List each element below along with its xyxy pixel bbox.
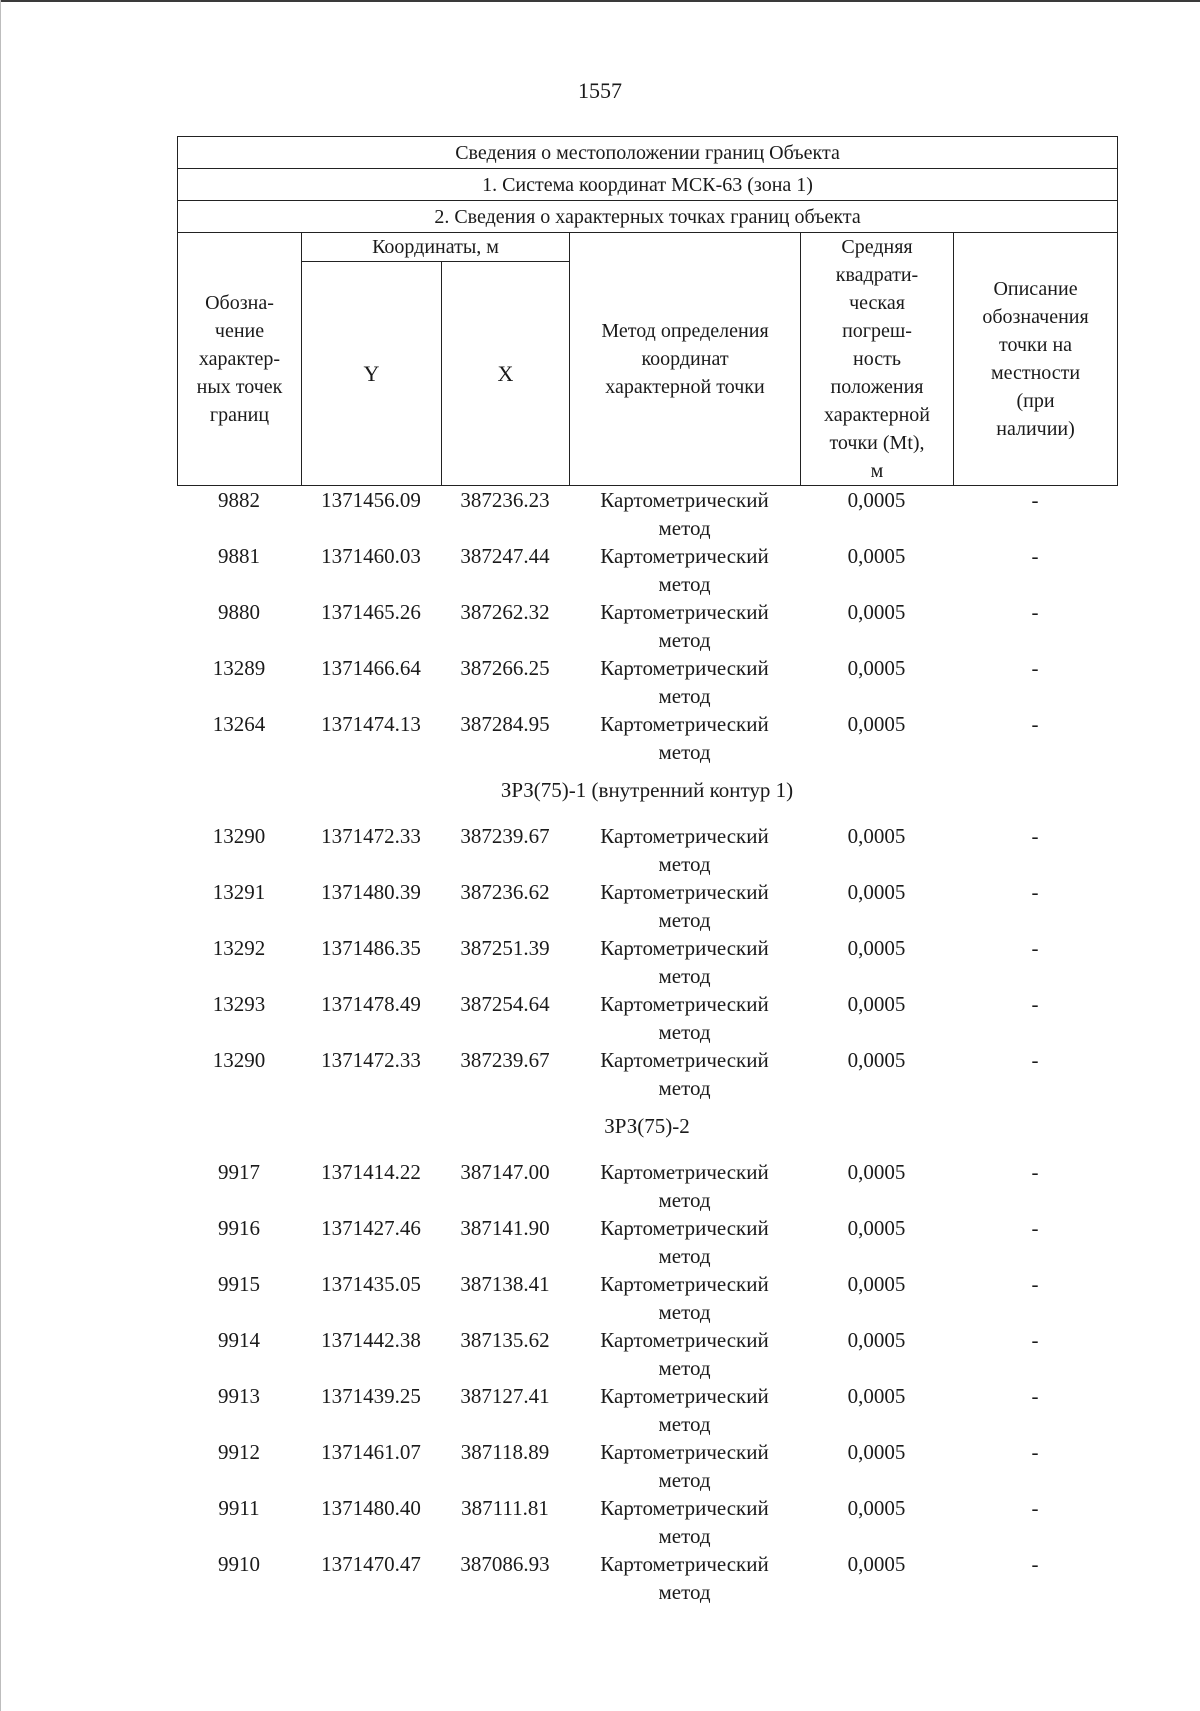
description-cell: - xyxy=(1031,1048,1039,1072)
point-id-cell: 13290 xyxy=(212,824,266,848)
column-header-y: Y xyxy=(302,262,442,486)
method-cell: Картометрический метод xyxy=(600,600,769,652)
contour-title: ЗРЗ(75)-1 (внутренний контур 1) xyxy=(500,778,794,802)
table-row xyxy=(177,542,1117,598)
table-row xyxy=(177,1270,1117,1326)
point-id-cell: 9880 xyxy=(218,600,260,624)
coord-y-cell: 1371466.64 xyxy=(321,656,421,680)
coord-y-cell: 1371480.39 xyxy=(321,880,421,904)
point-id-cell: 13291 xyxy=(212,880,266,904)
coord-y-cell: 1371478.49 xyxy=(321,992,421,1016)
description-cell: - xyxy=(1031,936,1039,960)
coord-y-cell: 1371474.13 xyxy=(321,712,421,736)
mean-error-cell: 0,0005 xyxy=(847,1496,906,1520)
description-cell: - xyxy=(1031,880,1039,904)
description-cell: - xyxy=(1031,1440,1039,1464)
method-cell: Картометрический метод xyxy=(600,1272,769,1324)
method-cell: Картометрический метод xyxy=(600,1496,769,1548)
mean-error-cell: 0,0005 xyxy=(847,1048,906,1072)
point-id-cell: 13292 xyxy=(212,936,266,960)
mean-error-cell: 0,0005 xyxy=(847,1216,906,1240)
coord-y-cell: 1371460.03 xyxy=(321,544,421,568)
coord-x-cell: 387284.95 xyxy=(460,712,550,736)
coord-y-cell: 1371442.38 xyxy=(321,1328,421,1352)
description-cell: - xyxy=(1031,600,1039,624)
method-cell: Картометрический метод xyxy=(600,1328,769,1380)
coord-y-cell: 1371456.09 xyxy=(321,488,421,512)
mean-error-cell: 0,0005 xyxy=(847,1160,906,1184)
method-cell: Картометрический метод xyxy=(600,712,769,764)
mean-error-cell: 0,0005 xyxy=(847,1272,906,1296)
method-cell: Картометрический метод xyxy=(600,1384,769,1436)
table-row xyxy=(177,486,1117,542)
coord-x-cell: 387135.62 xyxy=(460,1328,550,1352)
coord-x-cell: 387254.64 xyxy=(460,992,550,1016)
method-cell: Картометрический метод xyxy=(600,544,769,596)
method-cell: Картометрический метод xyxy=(600,1160,769,1212)
table-row xyxy=(177,598,1117,654)
point-id-cell: 9914 xyxy=(218,1328,260,1352)
column-header-x: X xyxy=(442,262,570,486)
mean-error-cell: 0,0005 xyxy=(847,656,906,680)
table-header xyxy=(177,136,1118,486)
method-cell: Картометрический метод xyxy=(600,488,769,540)
coord-y-cell: 1371472.33 xyxy=(321,824,421,848)
description-cell: - xyxy=(1031,1272,1039,1296)
coord-x-cell: 387118.89 xyxy=(460,1440,550,1464)
table-row xyxy=(177,1158,1117,1214)
coord-y-cell: 1371414.22 xyxy=(321,1160,421,1184)
description-cell: - xyxy=(1031,1216,1039,1240)
method-cell: Картометрический метод xyxy=(600,1440,769,1492)
table-row xyxy=(177,654,1117,710)
coord-x-cell: 387236.62 xyxy=(460,880,550,904)
mean-error-cell: 0,0005 xyxy=(847,992,906,1016)
description-cell: - xyxy=(1031,712,1039,736)
description-cell: - xyxy=(1031,824,1039,848)
characteristic-points-title: 2. Сведения о характерных точках границ объекта xyxy=(178,201,1118,233)
table-row xyxy=(177,878,1117,934)
coord-x-cell: 387141.90 xyxy=(460,1216,550,1240)
method-cell: Картометрический метод xyxy=(600,880,769,932)
coord-y-cell: 1371435.05 xyxy=(321,1272,421,1296)
coord-y-cell: 1371461.07 xyxy=(321,1440,421,1464)
coord-x-cell: 387111.81 xyxy=(461,1496,549,1520)
column-header-error: Средняя квадрати- ческая погреш- ность положения характерной точки (Mt), м xyxy=(801,233,954,486)
coord-x-cell: 387086.93 xyxy=(460,1552,550,1576)
point-id-cell: 9910 xyxy=(218,1552,260,1576)
coord-y-cell: 1371472.33 xyxy=(321,1048,421,1072)
column-header-designation: Обозна- чение характер- ных точек границ xyxy=(178,233,302,486)
description-cell: - xyxy=(1031,1496,1039,1520)
table-row xyxy=(177,990,1117,1046)
point-id-cell: 13289 xyxy=(212,656,266,680)
method-cell: Картометрический метод xyxy=(600,936,769,988)
point-id-cell: 9882 xyxy=(218,488,260,512)
mean-error-cell: 0,0005 xyxy=(847,1440,906,1464)
description-cell: - xyxy=(1031,1328,1039,1352)
point-id-cell: 9917 xyxy=(218,1160,260,1184)
method-cell: Картометрический метод xyxy=(600,992,769,1044)
table-row xyxy=(177,1046,1117,1102)
mean-error-cell: 0,0005 xyxy=(847,544,906,568)
description-cell: - xyxy=(1031,992,1039,1016)
coord-y-cell: 1371427.46 xyxy=(321,1216,421,1240)
table-body xyxy=(177,486,1117,1606)
coord-x-cell: 387251.39 xyxy=(460,936,550,960)
column-header-method: Метод определения координат характерной точки xyxy=(570,233,801,486)
method-cell: Картометрический метод xyxy=(600,1048,769,1100)
table-row xyxy=(177,822,1117,878)
table-row xyxy=(177,934,1117,990)
mean-error-cell: 0,0005 xyxy=(847,1552,906,1576)
mean-error-cell: 0,0005 xyxy=(847,1328,906,1352)
scan-left-edge xyxy=(0,0,1,1711)
method-cell: Картометрический метод xyxy=(600,1216,769,1268)
point-id-cell: 9916 xyxy=(218,1216,260,1240)
coordinate-system-title: 1. Система координат МСК-63 (зона 1) xyxy=(178,169,1118,201)
mean-error-cell: 0,0005 xyxy=(847,488,906,512)
coord-y-cell: 1371480.40 xyxy=(321,1496,421,1520)
coord-y-cell: 1371470.47 xyxy=(321,1552,421,1576)
coord-x-cell: 387262.32 xyxy=(460,600,550,624)
method-cell: Картометрический метод xyxy=(600,656,769,708)
table-row xyxy=(177,1550,1117,1606)
mean-error-cell: 0,0005 xyxy=(847,1384,906,1408)
contour-title: ЗРЗ(75)-2 xyxy=(604,1114,690,1138)
description-cell: - xyxy=(1031,1160,1039,1184)
description-cell: - xyxy=(1031,488,1039,512)
table-row xyxy=(177,1494,1117,1550)
point-id-cell: 9915 xyxy=(218,1272,260,1296)
point-id-cell: 9911 xyxy=(218,1496,260,1520)
coord-x-cell: 387247.44 xyxy=(460,544,550,568)
boundary-points-sheet xyxy=(177,136,1117,1606)
coord-x-cell: 387239.67 xyxy=(460,824,550,848)
method-cell: Картометрический метод xyxy=(600,824,769,876)
coord-y-cell: 1371486.35 xyxy=(321,936,421,960)
description-cell: - xyxy=(1031,1384,1039,1408)
coord-x-cell: 387236.23 xyxy=(460,488,550,512)
point-id-cell: 9881 xyxy=(218,544,260,568)
mean-error-cell: 0,0005 xyxy=(847,600,906,624)
coord-x-cell: 387266.25 xyxy=(460,656,550,680)
coord-x-cell: 387138.41 xyxy=(460,1272,550,1296)
scan-top-edge xyxy=(0,0,1200,2)
mean-error-cell: 0,0005 xyxy=(847,880,906,904)
coord-x-cell: 387127.41 xyxy=(460,1384,550,1408)
point-id-cell: 13264 xyxy=(212,712,266,736)
method-cell: Картометрический метод xyxy=(600,1552,769,1604)
column-header-description: Описание обозначения точки на местности (при наличии) xyxy=(954,233,1118,486)
point-id-cell: 9912 xyxy=(218,1440,260,1464)
table-row xyxy=(177,1214,1117,1270)
table-row xyxy=(177,1382,1117,1438)
mean-error-cell: 0,0005 xyxy=(847,936,906,960)
coord-x-cell: 387147.00 xyxy=(460,1160,550,1184)
point-id-cell: 13290 xyxy=(212,1048,266,1072)
object-boundaries-title: Сведения о местоположении границ Объекта xyxy=(178,137,1118,169)
description-cell: - xyxy=(1031,544,1039,568)
coord-x-cell: 387239.67 xyxy=(460,1048,550,1072)
coord-y-cell: 1371439.25 xyxy=(321,1384,421,1408)
coord-y-cell: 1371465.26 xyxy=(321,600,421,624)
point-id-cell: 13293 xyxy=(212,992,266,1016)
point-id-cell: 9913 xyxy=(218,1384,260,1408)
table-row xyxy=(177,1326,1117,1382)
table-row xyxy=(177,1438,1117,1494)
column-header-coordinates: Координаты, м xyxy=(302,233,570,262)
mean-error-cell: 0,0005 xyxy=(847,824,906,848)
page-number: 1557 xyxy=(578,78,622,103)
description-cell: - xyxy=(1031,1552,1039,1576)
description-cell: - xyxy=(1031,656,1039,680)
mean-error-cell: 0,0005 xyxy=(847,712,906,736)
table-row xyxy=(177,710,1117,766)
